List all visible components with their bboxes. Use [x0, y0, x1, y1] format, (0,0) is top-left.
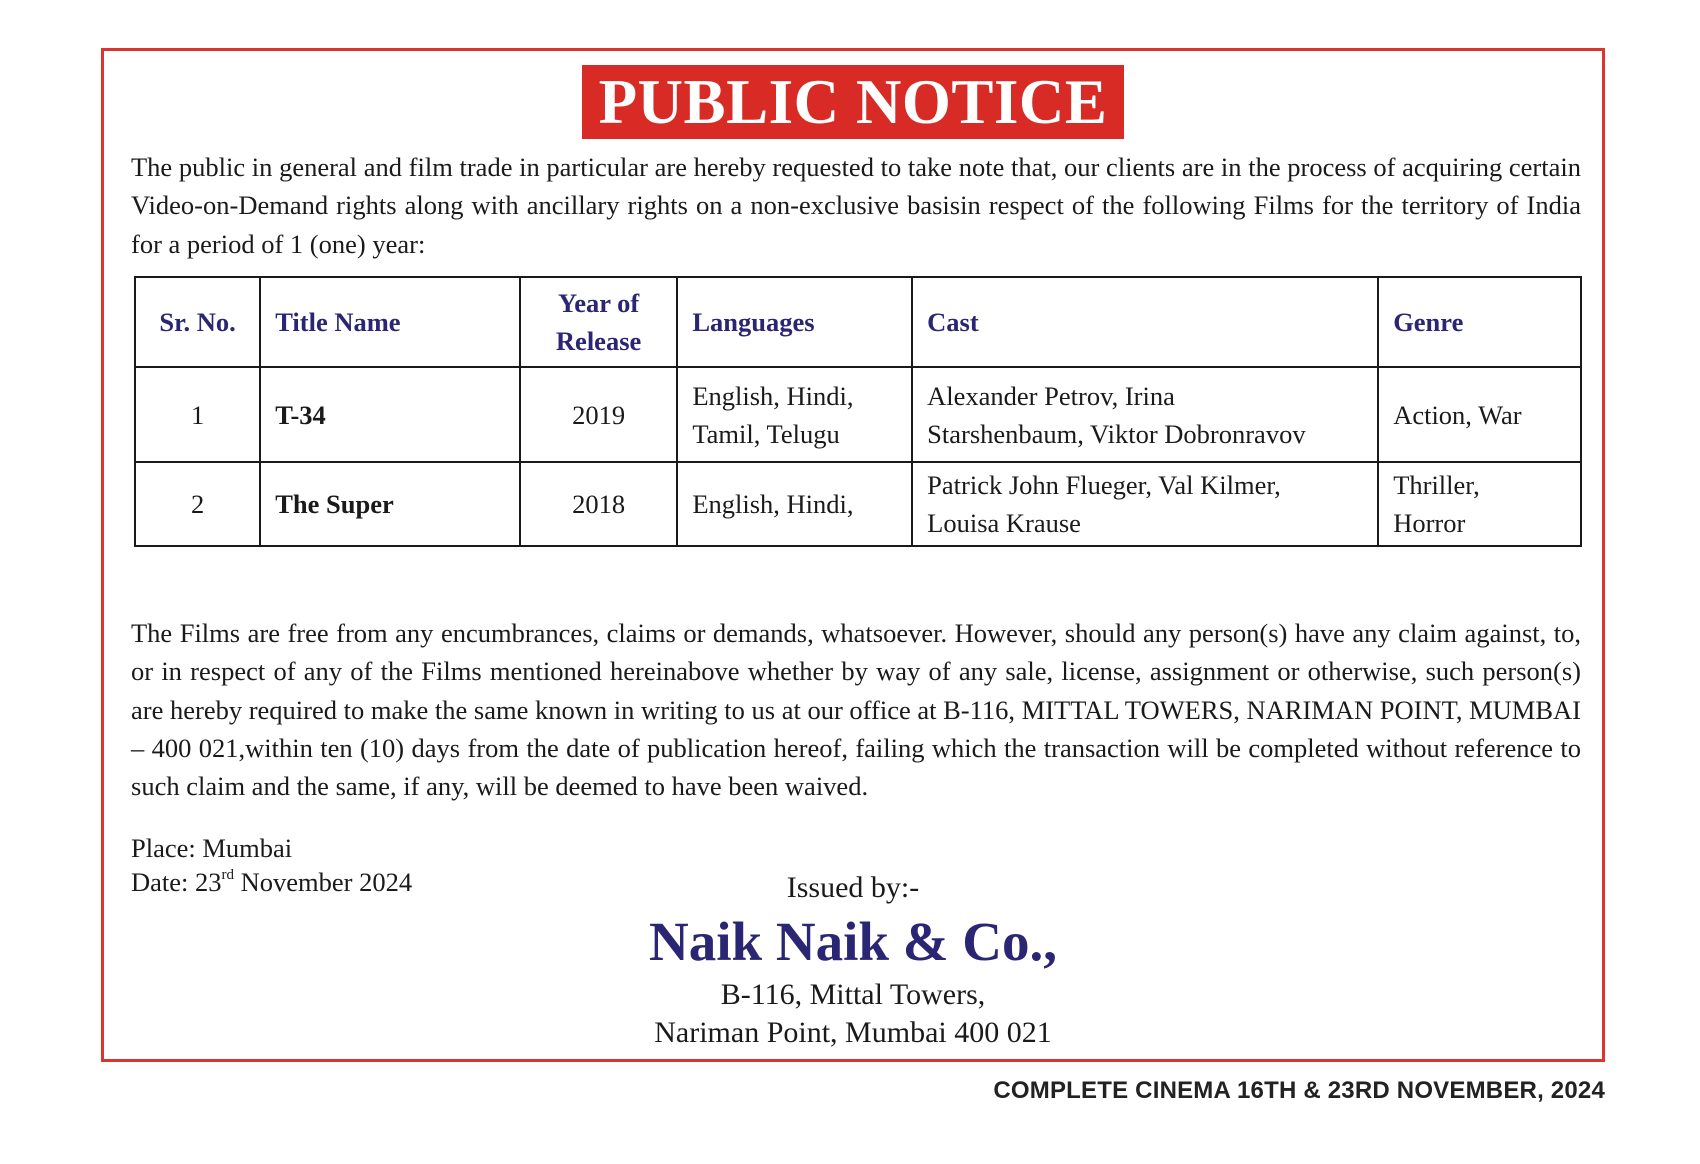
cell-cast [912, 367, 1378, 462]
cell-title: The Super [260, 462, 520, 546]
cell-genre-line2: Horror [1393, 508, 1466, 538]
cell-languages [677, 462, 912, 546]
date-ordinal: rd [221, 867, 235, 883]
cell-genre [1378, 367, 1581, 462]
intro-paragraph: The public in general and film trade in particular are hereby requested to take note that, our clients are in the process of acquiring certain Video-on-Demand rights along with ancillary rights on a non-exclusive basisin respect of the following Films for the territory of India for a period of 1 (one) year: [131, 152, 1581, 259]
films-table [134, 276, 1582, 547]
table-header-row [135, 277, 1581, 367]
cell-title: T-34 [260, 367, 520, 462]
date-rest: November 2024 [234, 867, 413, 897]
firm-name: Naik Naik & Co., [649, 911, 1057, 972]
cell-year: 2019 [520, 367, 677, 462]
cell-year: 2018 [520, 462, 677, 546]
cell-genre-line1: Thriller, [1393, 470, 1480, 500]
issued-by-label: Issued by:- [786, 871, 920, 904]
cell-sr-no: 1 [135, 367, 260, 462]
publication-footer: COMPLETE CINEMA 16TH & 23RD NOVEMBER, 2024 [993, 1077, 1605, 1104]
title-wrapper [104, 65, 1602, 139]
cell-languages-line1: English, Hindi, [692, 380, 854, 411]
header-sr-no: Sr. No. [135, 277, 260, 367]
header-year-of-release [520, 277, 677, 367]
table-row [135, 367, 1581, 462]
address-line2: Nariman Point, Mumbai 400 021 [654, 1016, 1052, 1049]
cell-cast-line1: Patrick John Flueger, Val Kilmer, [927, 470, 1281, 500]
place-line: Place: Mumbai [131, 833, 293, 863]
header-title-name: Title Name [260, 277, 520, 367]
cell-cast [912, 462, 1378, 546]
header-languages: Languages [677, 277, 912, 367]
cell-cast-line1: Alexander Petrov, Irina [927, 380, 1175, 411]
date-prefix: Date: 23 [131, 867, 222, 897]
cell-genre-line1: Action, War [1393, 399, 1522, 430]
cell-cast-line2: Louisa Krause [927, 508, 1081, 538]
header-year-line2: Release [555, 326, 642, 356]
header-cast: Cast [912, 277, 1378, 367]
cell-genre [1378, 462, 1581, 546]
issuer-block [104, 868, 1602, 1052]
cell-sr-no: 2 [135, 462, 260, 546]
cell-languages-line1: English, Hindi, [692, 489, 854, 519]
claim-paragraph: The Films are free from any encumbrances, claims or demands, whatsoever. However, should any person(s) have any claim against, to, or in respect of any of the Films mentioned hereinabove whether by way of any sale, license, assignment or otherwise, such person(s) are hereby required to make the same known in writing to us at our office at B-116, MITTAL TOWERS, NARIMAN POINT, MUMBAI – 400 021,within ten (10) days from the date of publication hereof, failing which the transaction will be completed without reference to such claim and the same, if any, will be deemed to have been waived. [131, 618, 1581, 802]
public-notice-frame [101, 48, 1605, 1062]
header-year-line1: Year of [558, 288, 640, 318]
cell-languages [677, 367, 912, 462]
address-line1: B-116, Mittal Towers, [720, 978, 986, 1011]
table-row [135, 462, 1581, 546]
notice-title: PUBLIC NOTICE [582, 65, 1125, 139]
cell-cast-line2: Starshenbaum, Viktor Dobronravov [927, 418, 1306, 449]
cell-languages-line2: Tamil, Telugu [692, 418, 840, 449]
header-genre: Genre [1378, 277, 1581, 367]
